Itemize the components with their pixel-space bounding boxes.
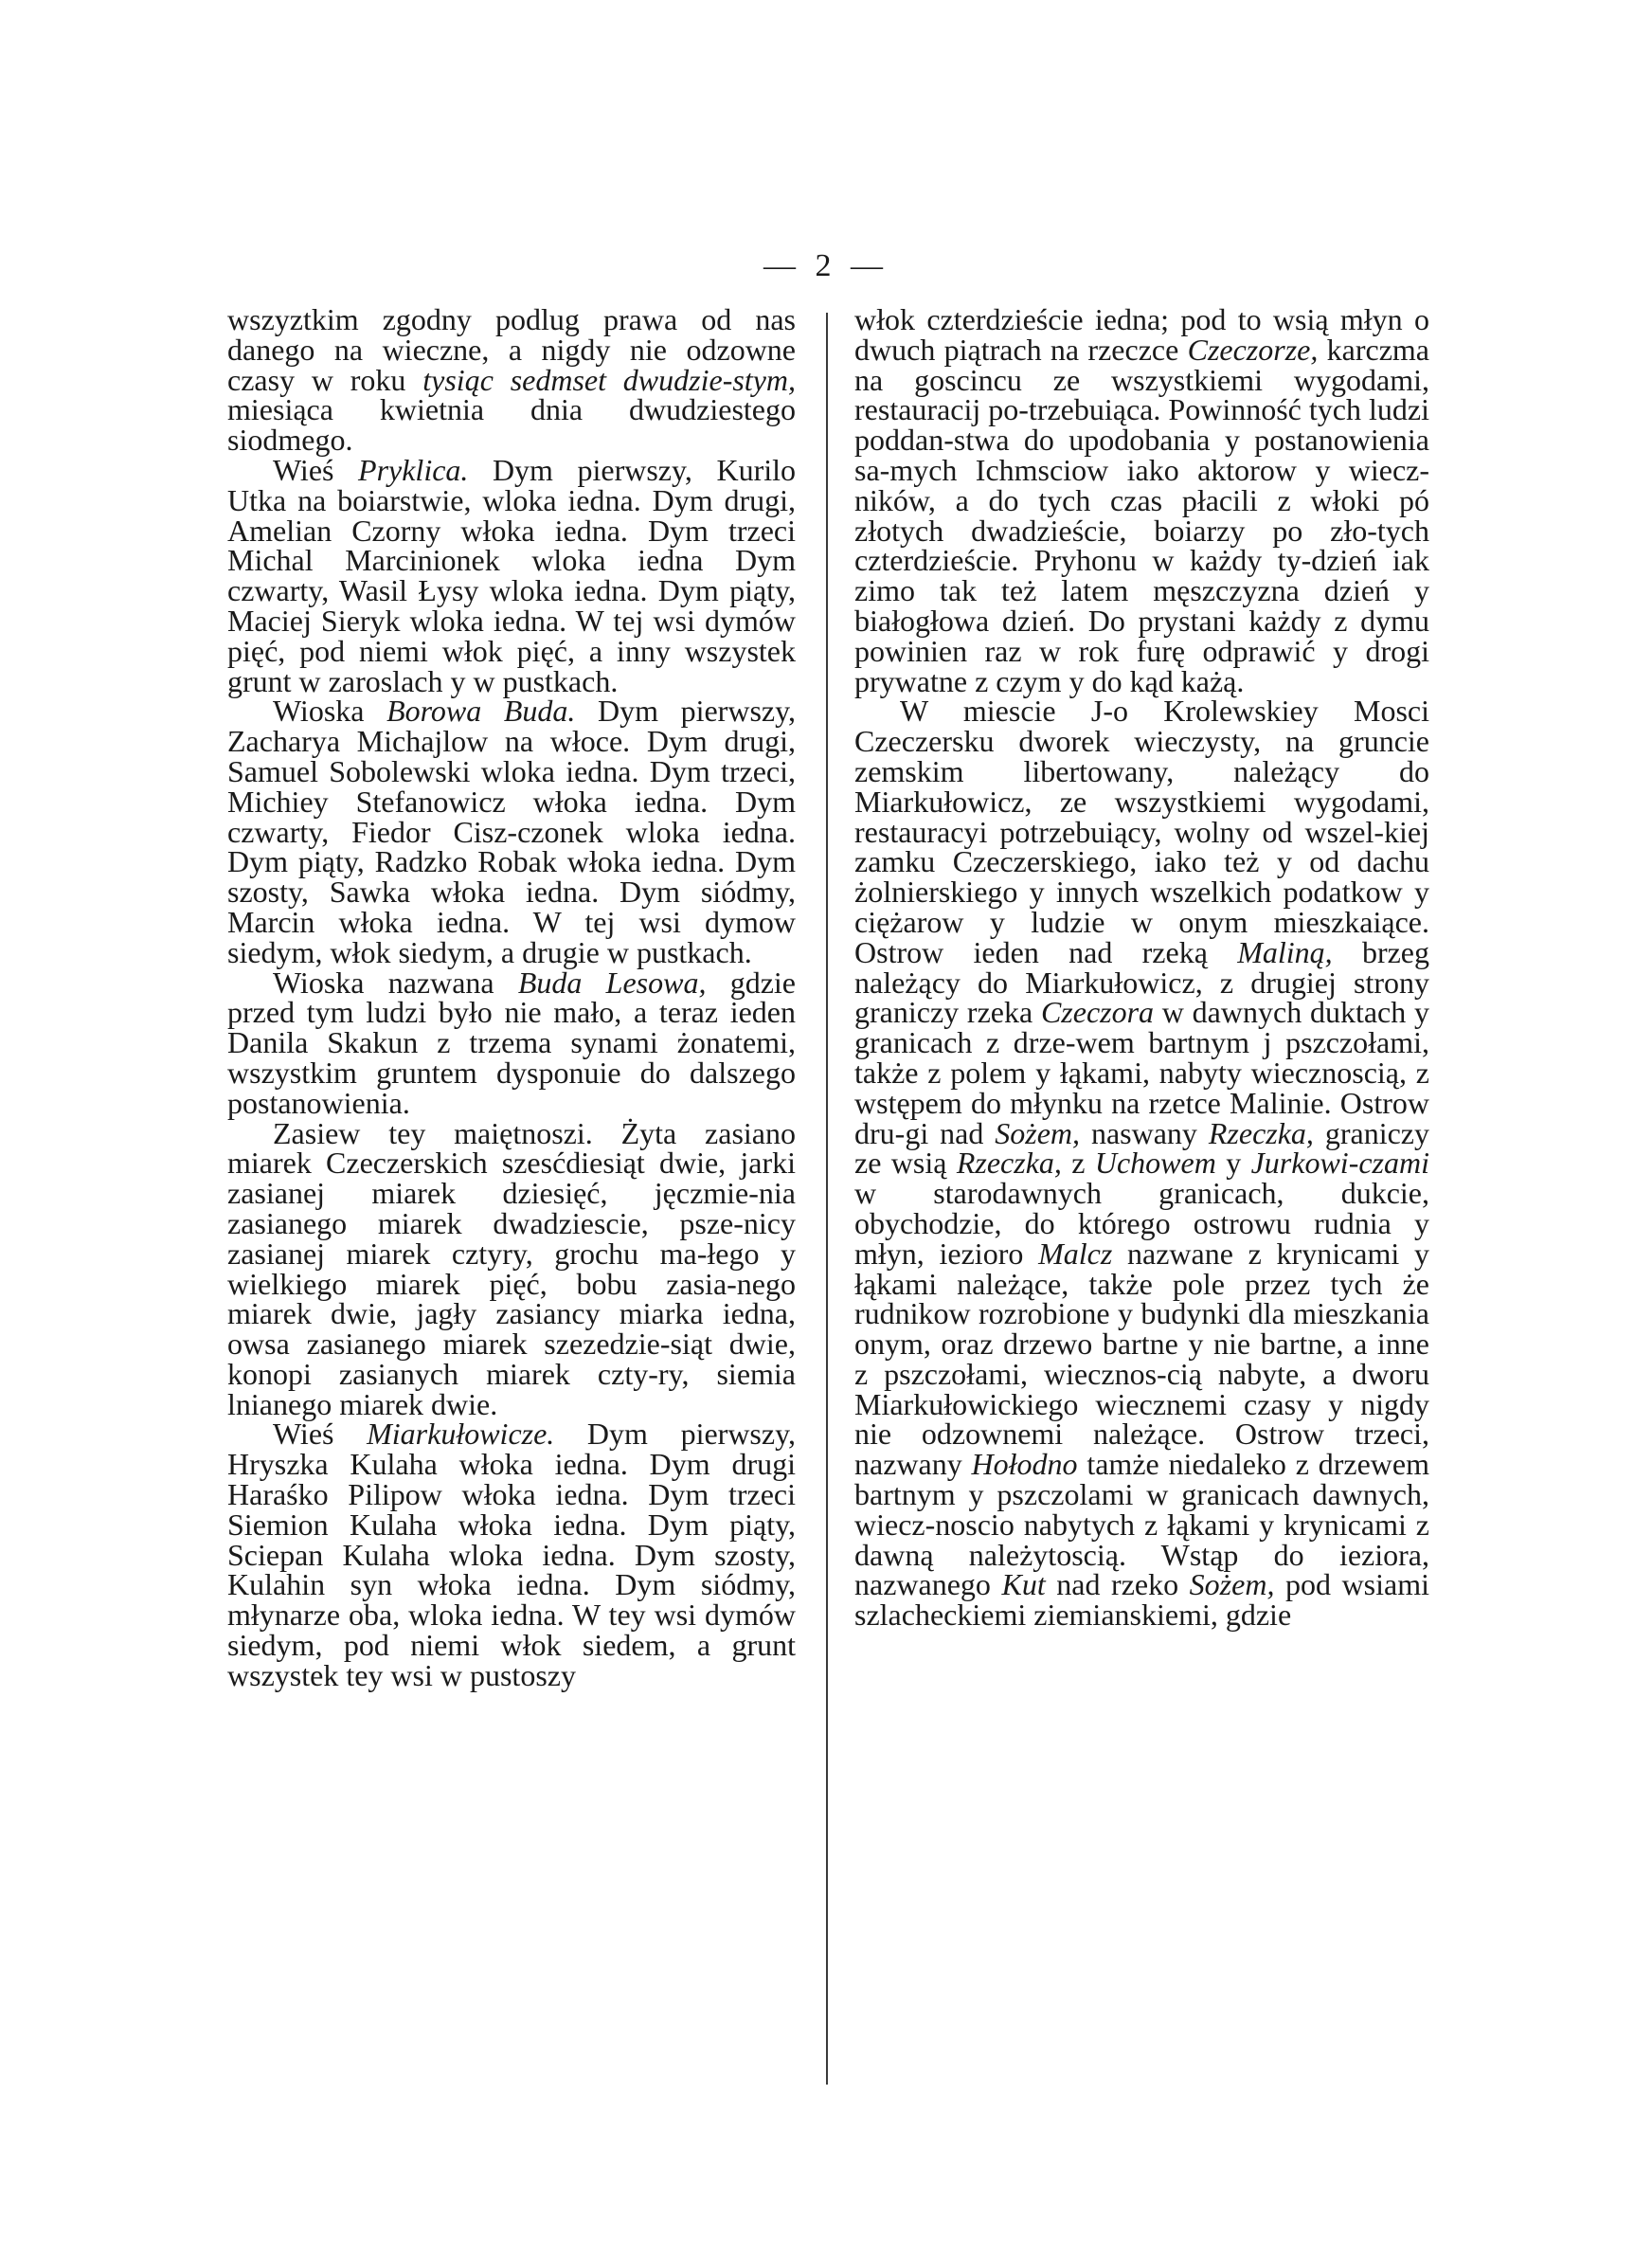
text-segment: z — [1061, 1146, 1095, 1181]
column-divider — [826, 313, 828, 2085]
text-segment: y — [1215, 1146, 1251, 1181]
paragraph — [227, 965, 797, 1120]
italic-text-segment: Sożem, — [1189, 1567, 1275, 1602]
text-segment: Wioska nazwana — [273, 965, 518, 1000]
text-segment: miesiąca kwietnia dnia dwudziestego siodmego. — [227, 392, 796, 458]
right-column — [854, 302, 1430, 1633]
paragraph — [227, 1115, 796, 1421]
italic-text-segment: Buda Lesowa, — [517, 965, 707, 1000]
text-segment: brzeg należący do Miarkułowicz, z drugiej strony graniczy rzeka — [854, 934, 1430, 1030]
text-segment: Dym pierwszy, Zacharya Michajlow na włoce. Dym drugi, Samuel Sobolewski wloka iedna. Dym trzeci, Michiey Stefanowicz włoka iedna. Dym czwarty, Fiedor Cisz-czonek wloka iedna. Dym piąty, Radzko Robak włoka iedna. Dym szosty, Sawka włoka iedna. Dym siódmy, Marcin włoka iedna. W tej wsi dymow siedym, włok siedym, a drugie w pustkach. — [227, 694, 797, 969]
text-segment: w starodawnych granicach, dukcie, obychodzie, do którego ostrowu rudnia y młyn, iezioro — [854, 1176, 1429, 1271]
text-segment: Wieś — [273, 452, 359, 487]
italic-text-segment: Hołodno — [971, 1447, 1078, 1482]
italic-text-segment: Czeczora — [1040, 995, 1155, 1030]
italic-text-segment: Rzeczka, — [1208, 1115, 1314, 1150]
text-segment: w dawnych duktach y granicach z drze-wem bartnym j pszczołami, także z polem y łąkami, nabyty wiecznoscią, z wstępem do młynku na rzetce Malinie. Ostrow dru-gi nad — [854, 995, 1429, 1150]
text-segment: Dym pierwszy, Kurilo Utka na boiarstwie, wloka iedna. Dym drugi, Amelian Czorny włoka iedna. Dym trzeci Michal Marcinionek wloka iedna Dym czwarty, Wasil Łysy wloka iedna. Dym piąty, Maciej Sieryk wloka iedna. W tej wsi dymów pięć, pod niemi włok pięć, a inny wszystek grunt w zaroslach y w pustkach. — [227, 452, 797, 698]
text-segment: gdzie przed tym ludzi było nie mało, a teraz ieden Danila Skakun z trzema synami żonatemi, wszystkim gruntem dysponuie do dalszego postanowienia. — [227, 965, 797, 1120]
italic-text-segment: Czeczorze, — [1187, 332, 1319, 367]
italic-text-segment: Malcz — [1038, 1236, 1113, 1271]
text-segment: Wieś — [273, 1417, 368, 1452]
text-segment: W miescie J-o Krolewskiey Mosci Czeczersku dworek wieczysty, na gruncie zemskim libertowany, należący do Miarkułowicz, ze wszystkiemi wygodami, restauracyi potrzebuiący, wolny od wszel-kiej zamku Czeczerskiego, iako też y od dachu żolnierskiego y innych wszelkich podatkow y ciężarow y ludzie w onym mieszkaiące. Ostrow ieden nad rzeką — [854, 694, 1429, 969]
paragraph — [227, 1419, 796, 1690]
italic-text-segment: Jurkowi-czami — [1250, 1146, 1429, 1181]
text-segment: nazwane z krynicami y łąkami należące, także pole przez tych że rudnikow rozrobione y budynki dla mieszkania onym, oraz drzewo bartne y nie bartne, a inne z pszczołami, wiecznos-cią nabyte, a dworu Miarkułowickiego wiecznemi czasy y nigdy nie odzownemi należące. Ostrow trzeci, nazwany — [854, 1236, 1429, 1482]
text-segment: włok czterdzieście iedna; pod to wsią młyn o dwuch piątrach na rzeczce — [854, 302, 1429, 367]
text-segment: Wioska — [273, 694, 387, 729]
paragraph — [227, 696, 796, 967]
italic-text-segment: tysiąc sedmset dwudzie-stym, — [422, 362, 797, 397]
italic-text-segment: Sożem, — [995, 1115, 1081, 1150]
text-segment: Zasiew tey maiętnoszi. Żyta zasiano miarek Czeczerskich szesćdiesiąt dwie, jarki zasianej miarek dziesięć, jęczmie-nia zasianego miarek dwadziescie, psze-nicy zasianej miarek cztyry, grochu ma-łego y wielkiego miarek pięć, bobu zasia-nego miarek dwie, jagły zasiancy miarka iedna, owsa zasianego miarek szezedzie-siąt dwie, konopi zasianych miarek czty-ry, siemia lnianego miarek dwie. — [227, 1115, 796, 1421]
paragraph — [854, 302, 1430, 698]
text-segment: karczma na goscincu ze wszystkiemi wygodami, restauracij po-trzebuiąca. Powinność tych ludzi poddan-stwa do upodobania y postanowienia sa-mych Ichmsciow iako aktorow y wiecz-ników, a do tych czas płacili z włoki pó złotych dwadzieście, boiarzy po zło-tych czterdzieście. Pryhonu w każdy ty-dzień iak zimo tak też latem męszczyzna dzień y białogłowa dzień. Do prystani każdy z dymu powinien raz w rok furę odprawić y drogi prywatne z czym y do kąd każą. — [854, 332, 1430, 698]
italic-text-segment: Kut — [1001, 1567, 1046, 1602]
text-segment: wszyztkim zgodny podlug prawa od nas danego na wieczne, a nigdy nie odzowne czasy w roku — [227, 302, 796, 397]
italic-text-segment: Pryklica. — [358, 452, 469, 487]
text-segment: graniczy ze wsią — [854, 1115, 1430, 1181]
left-column — [227, 302, 797, 1692]
page-number: — 2 — — [763, 248, 889, 283]
paragraph — [227, 452, 797, 698]
text-segment: nad rzeko — [1045, 1567, 1190, 1602]
italic-text-segment: Uchowem — [1094, 1146, 1216, 1181]
italic-text-segment: Miarkułowicze. — [367, 1417, 555, 1452]
text-segment: Dym pierwszy, Hryszka Kulaha włoka iedna. Dym drugi Haraśko Pilipow włoka iedna. Dym trzeci Siemion Kulaha włoka iedna. Dym piąty, Sciepan Kulaha wloka iedna. Dym szosty, Kulahin syn włoka iedna. Dym siódmy, młynarze oba, wloka iedna. W tey wsi dymów siedym, pod niemi włok siedem, a grunt wszystek tey wsi w pustoszy — [227, 1417, 797, 1692]
italic-text-segment: Maliną, — [1237, 934, 1333, 969]
text-segment: pod wsiami szlacheckiemi ziemianskiemi, gdzie — [854, 1567, 1429, 1633]
paragraph — [854, 696, 1429, 1631]
paragraph — [227, 302, 797, 458]
text-segment: tamże niedaleko z drzewem bartnym y pszczolami w granicach dawnych, wiecz-noscio nabytych z łąkami y krynicami z dawną należytoscią. Wstąp do ieziora, nazwanego — [854, 1447, 1430, 1602]
text-segment: naswany — [1080, 1115, 1209, 1150]
italic-text-segment: Borowa Buda. — [386, 694, 576, 729]
italic-text-segment: Rzeczka, — [956, 1146, 1062, 1181]
